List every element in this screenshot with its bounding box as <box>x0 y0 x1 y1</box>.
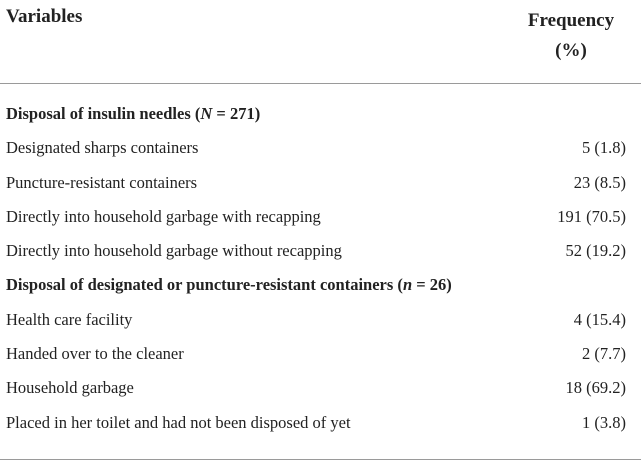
row-label: Designated sharps containers <box>6 138 199 157</box>
row-value: 5 (1.8) <box>582 138 626 157</box>
row-value: 23 (8.5) <box>573 173 626 192</box>
table-row <box>0 200 641 234</box>
table-row <box>0 337 641 371</box>
table-row <box>0 234 641 268</box>
row-value: 2 (7.7) <box>582 344 626 363</box>
section-title: Disposal of insulin needles (N = 271) <box>6 104 261 123</box>
header-rule <box>0 83 641 84</box>
table-row <box>0 131 641 165</box>
table-row <box>0 371 641 405</box>
header-frequency-label: Frequency <box>527 10 615 31</box>
table-row <box>0 303 641 337</box>
header-variables: Variables <box>6 6 83 27</box>
row-value: 52 (19.2) <box>565 241 626 260</box>
header-frequency-unit: (%) <box>555 40 587 61</box>
row-value: 191 (70.5) <box>557 207 626 226</box>
section-title: Disposal of designated or puncture-resistant containers (n = 26) <box>6 275 452 294</box>
row-label: Directly into household garbage without recapping <box>6 241 342 260</box>
row-label: Health care facility <box>6 310 133 329</box>
footer-rule <box>0 459 641 460</box>
row-label: Placed in her toilet and had not been disposed of yet <box>6 413 351 432</box>
row-value: 4 (15.4) <box>573 310 626 329</box>
section-title-containers <box>0 268 641 302</box>
header-frequency <box>516 6 626 66</box>
row-label: Directly into household garbage with recapping <box>6 207 321 226</box>
table-row <box>0 166 641 200</box>
row-value: 18 (69.2) <box>565 378 626 397</box>
table-header <box>0 0 641 83</box>
row-label: Handed over to the cleaner <box>6 344 184 363</box>
row-value: 1 (3.8) <box>582 413 626 432</box>
table-row <box>0 406 641 440</box>
row-label: Household garbage <box>6 378 134 397</box>
section-title-insulin-needles <box>0 97 641 131</box>
row-label: Puncture-resistant containers <box>6 173 198 192</box>
